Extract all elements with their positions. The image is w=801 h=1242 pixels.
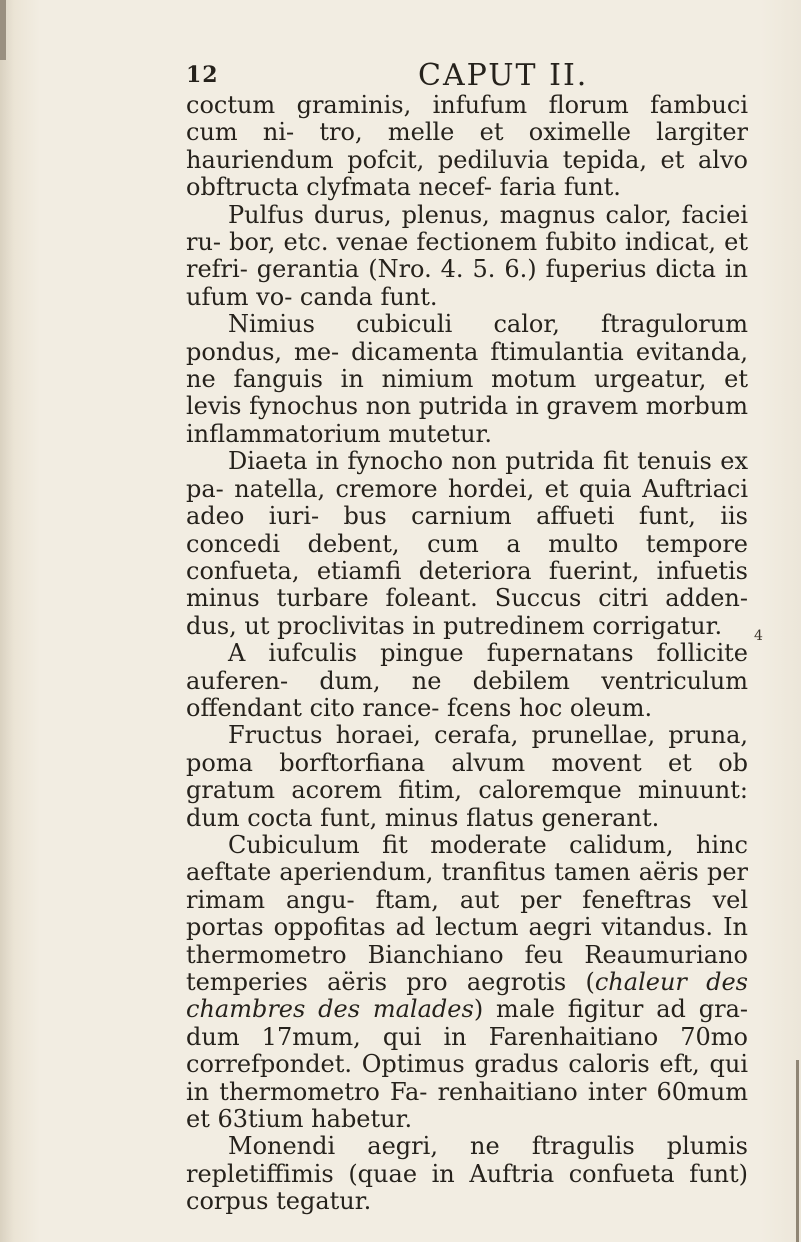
margin-mark: 4 (754, 628, 763, 644)
paragraph-1: coctum graminis, infufum florum fambuci cum ni- tro, melle et oximelle largiter hauriendum pofcit, pediluvia tepida, et alvo obftructa clyfmata necef- faria funt. (186, 91, 748, 202)
paragraph-2: Pulfus durus, plenus, magnus calor, faciei ru- bor, etc. venae fectionem fubito indicat, et refri- gerantia (Nro. 4. 5. 6.) fuperius dicta in ufum vo- canda funt. (186, 200, 748, 311)
page-header (186, 58, 686, 92)
binding-edge (0, 0, 6, 60)
paragraph-7-continuation: ) male figitur ad gra- dum 17mum, qui in Farenhaitiano 70mo correfpondet. Optimus gradus caloris eft, qui in thermometro Fa- renhaitiano inter 60mum et 63tium habetur. (186, 995, 748, 1134)
body-text (186, 92, 748, 1216)
page-number: 12 (186, 62, 219, 88)
paragraph-7 (186, 832, 748, 1133)
paragraph-5: A iufculis pingue fupernatans follicite auferen- dum, ne debilem ventriculum offendant cito rance- fcens hoc oleum. (186, 639, 748, 722)
french-gloss: chaleur des chambres des malades (186, 968, 748, 1024)
paragraph-6: Fructus horaei, cerafa, prunellae, pruna, poma borftorfiana alvum movent et ob gratum acorem fitim, caloremque minuunt: dum cocta funt, minus flatus generant. (186, 721, 748, 832)
right-edge-rule (796, 1060, 799, 1242)
paragraph-3: Nimius cubiculi calor, ftragulorum pondus, me- dicamenta ftimulantia evitanda, ne fanguis in nimium motum urgeatur, et levis fynochus non putrida in gravem morbum inflammatorium mutetur. (186, 310, 748, 448)
running-head: CAPUT II. (418, 58, 589, 93)
paragraph-7-text: Cubiculum fit moderate calidum, hinc aeftate aperiendum, tranfitus tamen aëris per rimam angu- ftam, aut per feneftras vel portas oppofitas ad lectum aegri vitandus. In thermometro Bianchiano feu Reaumuriano temperies aëris pro aegrotis ( (186, 830, 748, 996)
paragraph-8: Monendi aegri, ne ftragulis plumis repletiffimis (quae in Auftria confueta funt) corpus tegatur. (186, 1132, 748, 1216)
paragraph-4: Diaeta in fynocho non putrida fit tenuis ex pa- natella, cremore hordei, et quia Auftriaci adeo iuri- bus carnium affueti funt, iis concedi debent, cum a multo tempore confueta, etiamfi deteriora fuerint, infuetis minus turbare foleant. Succus citri adden- dus, ut proclivitas in putredinem corrigatur. (186, 447, 748, 640)
